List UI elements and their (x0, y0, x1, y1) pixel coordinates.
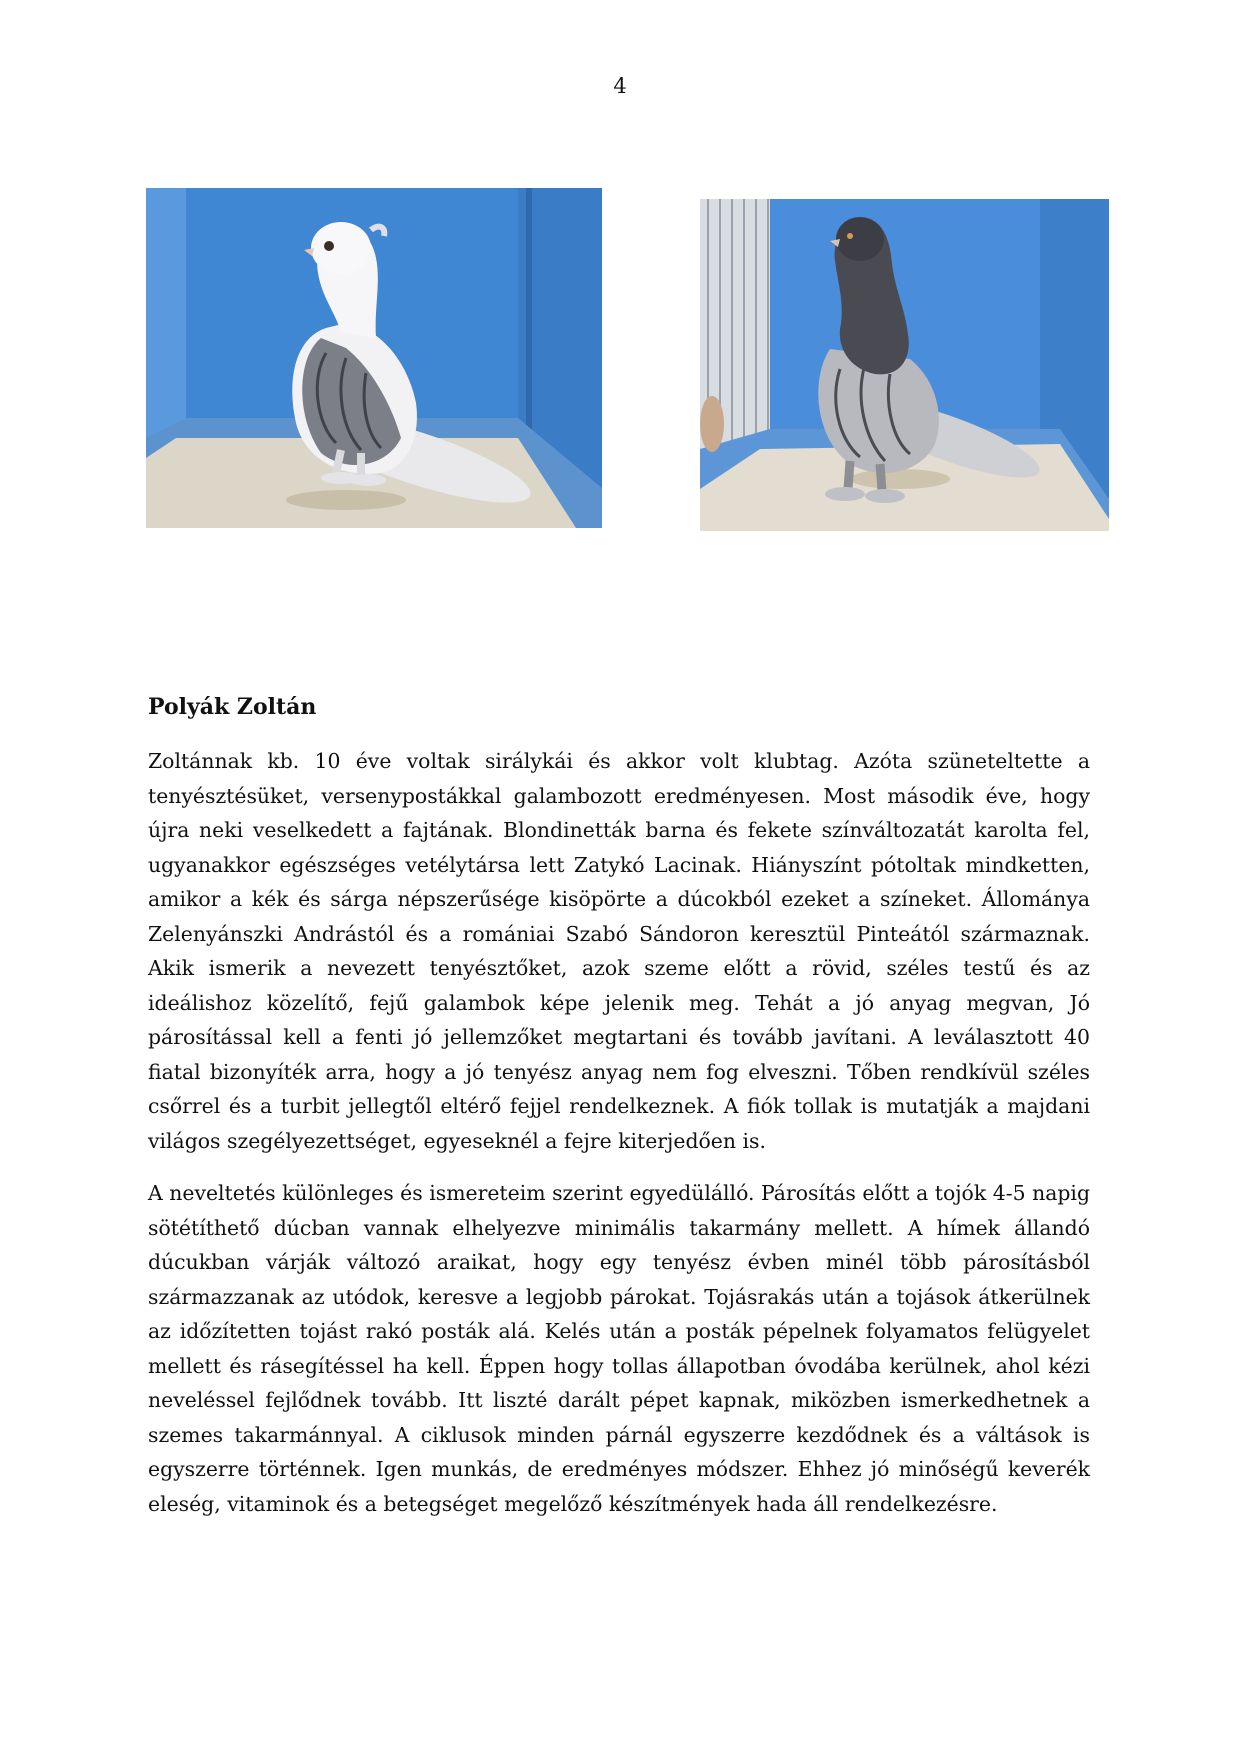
dark-pigeon-photo (700, 199, 1109, 531)
article-paragraph-1: Zoltánnak kb. 10 éve voltak sirálykái és akkor volt klubtag. Azóta szüneteltette a tenyésztésüket, versenypostákkal galambozott eredményesen. Most második éve, hogy újra neki veselkedett a fajtának. Blondinetták barna és fekete színváltozatát karolta fel, ugyanakkor egészséges vetélytársa lett Zatykó Lacinak. Hiányszínt pótoltak mindketten, amikor a kék és sárga népszerűsége kisöpörte a dúcokból ezeket a színeket. Állománya Zelenyánszki Andrástól és a romániai Szabó Sándoron keresztül Pinteától származnak. Akik ismerik a nevezett tenyésztőket, azok szeme előtt a rövid, széles testű és az ideálishoz közelítő, fejű galambok képe jelenik meg. Tehát a jó anyag megvan, Jó párosítással kell a fenti jó jellemzőket megtartani és tovább javítani. A leválasztott 40 fiatal bizonyíték arra, hogy a jó tenyész anyag nem fog elveszni. Tőben rendkívül széles csőrrel és a turbit jellegtől eltérő fejjel rendelkeznek. A fiók tollak is mutatják a majdani világos szegélyezettséget, egyeseknél a fejre kiterjedően is. (148, 749, 1090, 1153)
page-number: 4 (613, 74, 627, 98)
article (148, 692, 1090, 1539)
article-paragraph-2: A neveltetés különleges és ismereteim szerint egyedülálló. Párosítás előtt a tojók 4-5 napig sötétíthető dúcban vannak elhelyezve minimális takarmány mellett. A hímek állandó dúcukban várják változó araikat, hogy egy tenyész évben minél több párosításból származzanak az utódok, keresve a legjobb párokat. Tojásrakás után a tojások átkerülnek az időzítetten tojást rakó posták alá. Kelés után a posták pépelnek folyamatos felügyelet mellett és rásegítéssel ha kell. Éppen hogy tollas állapotban óvodába kerülnek, ahol kézi neveléssel fejlődnek tovább. Itt liszté darált pépet kapnak, miközben ismerkedhetnek a szemes takarmánnyal. A ciklusok minden párnál egyszerre kezdődnek és a váltások is egyszerre történnek. Igen munkás, de eredményes módszer. Ehhez jó minőségű keverék eleség, vitaminok és a betegséget megelőző készítmények hada áll rendelkezésre. (148, 1181, 1090, 1516)
white-pigeon-photo (146, 188, 602, 528)
dark-pigeon-icon (700, 199, 1109, 531)
white-pigeon-icon (146, 188, 602, 528)
article-heading: Polyák Zoltán (148, 694, 317, 720)
